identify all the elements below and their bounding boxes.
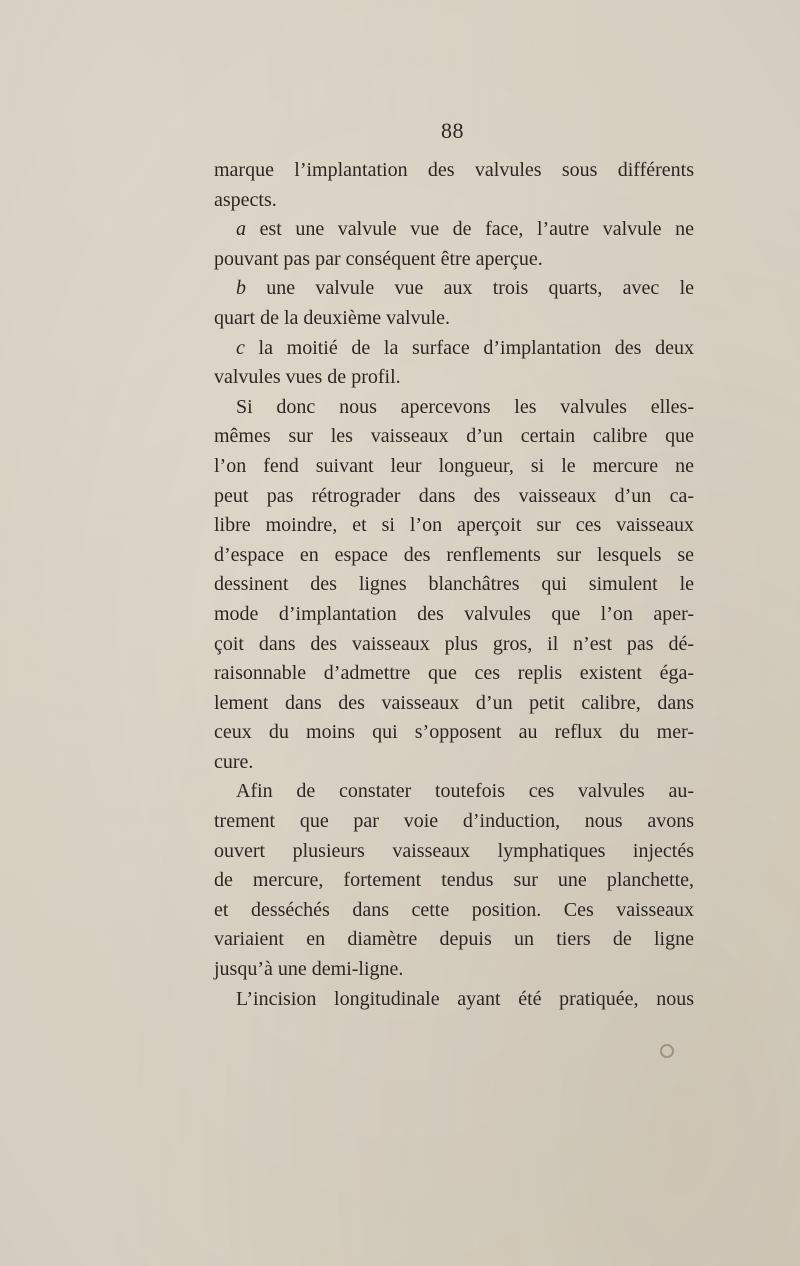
page-number: 88 bbox=[441, 118, 464, 143]
text-line bbox=[214, 630, 694, 660]
line-text: aspects. bbox=[214, 188, 277, 211]
line-text: lement dans des vaisseaux d’un petit calibre, dans bbox=[214, 691, 694, 714]
text-line bbox=[214, 156, 694, 186]
line-text: et desséchés dans cette position. Ces vaisseaux bbox=[214, 898, 694, 921]
text-line bbox=[214, 925, 694, 955]
text-line bbox=[214, 274, 694, 304]
line-text: ouvert plusieurs vaisseaux lymphatiques injectés bbox=[214, 839, 694, 862]
text-line bbox=[214, 718, 694, 748]
text-line bbox=[214, 955, 694, 985]
line-text: marque l’implantation des valvules sous différents bbox=[214, 159, 694, 181]
figure-letter: b bbox=[236, 277, 246, 300]
line-text: raisonnable d’admettre que ces replis existent éga- bbox=[214, 662, 694, 685]
text-line bbox=[214, 452, 694, 482]
line-text: trement que par voie d’induction, nous avons bbox=[214, 810, 694, 833]
text-line bbox=[214, 777, 694, 807]
line-text: est une valvule vue de face, l’autre valvule ne bbox=[246, 218, 694, 241]
text-line bbox=[214, 837, 694, 867]
line-text: valvules vues de profil. bbox=[214, 366, 401, 389]
line-text: mêmes sur les vaisseaux d’un certain calibre que bbox=[214, 425, 694, 448]
line-text: une valvule vue aux trois quarts, avec le bbox=[246, 277, 694, 300]
text-line bbox=[214, 304, 694, 334]
line-text: l’on fend suivant leur longueur, si le mercure ne bbox=[214, 454, 694, 477]
line-text: Si donc nous apercevons les valvules elles- bbox=[236, 395, 694, 418]
text-line bbox=[214, 689, 694, 719]
text-line bbox=[214, 541, 694, 571]
line-text: pouvant pas par conséquent être aperçue. bbox=[214, 247, 543, 270]
line-text: libre moindre, et si l’on aperçoit sur ces vaisseaux bbox=[214, 514, 694, 537]
line-text: d’espace en espace des renflements sur lesquels se bbox=[214, 543, 694, 566]
line-text: variaient en diamètre depuis un tiers de ligne bbox=[214, 928, 694, 951]
line-text: Afin de constater toutefois ces valvules au- bbox=[236, 780, 694, 803]
line-text: de mercure, fortement tendus sur une planchette, bbox=[214, 869, 694, 892]
line-text: L’incision longitudinale ayant été pratiquée, nous bbox=[236, 987, 694, 1010]
text-line bbox=[214, 600, 694, 630]
line-text: cure. bbox=[214, 750, 254, 773]
figure-letter: c bbox=[236, 336, 245, 359]
text-line bbox=[214, 511, 694, 541]
text-line bbox=[214, 245, 694, 275]
text-line bbox=[214, 334, 694, 364]
text-line bbox=[214, 659, 694, 689]
line-text: ceux du moins qui s’opposent au reflux du mer- bbox=[214, 721, 694, 744]
figure-letter: a bbox=[236, 218, 246, 241]
text-line bbox=[214, 807, 694, 837]
line-text: la moitié de la surface d’implantation des deux bbox=[244, 336, 694, 359]
body-text bbox=[214, 156, 694, 1014]
line-text: jusqu’à une demi-ligne. bbox=[214, 958, 404, 981]
text-line bbox=[214, 393, 694, 423]
text-line bbox=[214, 186, 694, 216]
line-text: peut pas rétrograder dans des vaisseaux d’un ca- bbox=[214, 484, 694, 507]
line-text: mode d’implantation des valvules que l’on aper- bbox=[214, 602, 694, 625]
line-text: çoit dans des vaisseaux plus gros, il n’est pas dé- bbox=[214, 632, 694, 655]
text-line bbox=[214, 985, 694, 1015]
text-line bbox=[214, 482, 694, 512]
text-line bbox=[214, 215, 694, 245]
text-line bbox=[214, 422, 694, 452]
text-line bbox=[214, 570, 694, 600]
text-line bbox=[214, 748, 694, 778]
text-line bbox=[214, 866, 694, 896]
line-text: dessinent des lignes blanchâtres qui simulent le bbox=[214, 573, 694, 596]
text-line bbox=[214, 896, 694, 926]
line-text: quart de la deuxième valvule. bbox=[214, 306, 451, 329]
text-line bbox=[214, 363, 694, 393]
ink-stain bbox=[660, 1044, 674, 1058]
